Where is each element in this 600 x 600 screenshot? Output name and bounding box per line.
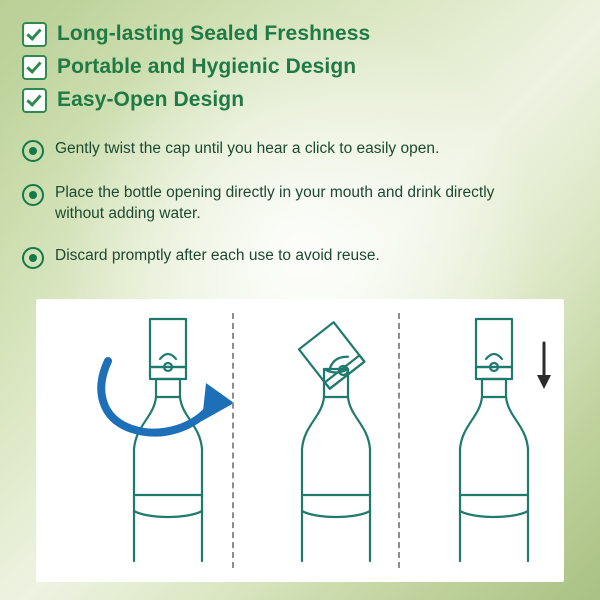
instruction-text: Place the bottle opening directly in your mouth and drink directly without adding water. (55, 184, 495, 223)
bullet-dot-icon (22, 140, 44, 162)
instruction-list (22, 138, 522, 289)
checkbox-check-icon (22, 22, 47, 47)
feature-label: Long-lasting Sealed Freshness (57, 22, 371, 46)
feature-item (22, 88, 582, 113)
instruction-item (22, 245, 522, 269)
instruction-item (22, 138, 522, 162)
remove-cap-step (299, 322, 370, 561)
illustration-svg (36, 299, 564, 582)
checkbox-check-icon (22, 88, 47, 113)
rotate-arrow-head-icon (202, 383, 234, 421)
instruction-text: Discard promptly after each use to avoid reuse. (55, 246, 380, 264)
twist-cap-step (134, 319, 202, 561)
checkbox-check-icon (22, 55, 47, 80)
instruction-text: Gently twist the cap until you hear a click to easily open. (55, 140, 440, 157)
feature-label: Portable and Hygienic Design (57, 55, 357, 79)
instruction-illustration-panel (36, 299, 564, 582)
bullet-dot-icon (22, 247, 44, 269)
feature-checklist (22, 22, 582, 121)
drink-step (460, 319, 528, 561)
panel-divider (398, 313, 400, 568)
bullet-dot-icon (22, 184, 44, 206)
down-arrow-head-icon (537, 375, 551, 389)
feature-item (22, 55, 582, 80)
panel-divider (232, 313, 234, 568)
feature-label: Easy-Open Design (57, 88, 245, 112)
feature-item (22, 22, 582, 47)
instruction-item (22, 182, 522, 225)
